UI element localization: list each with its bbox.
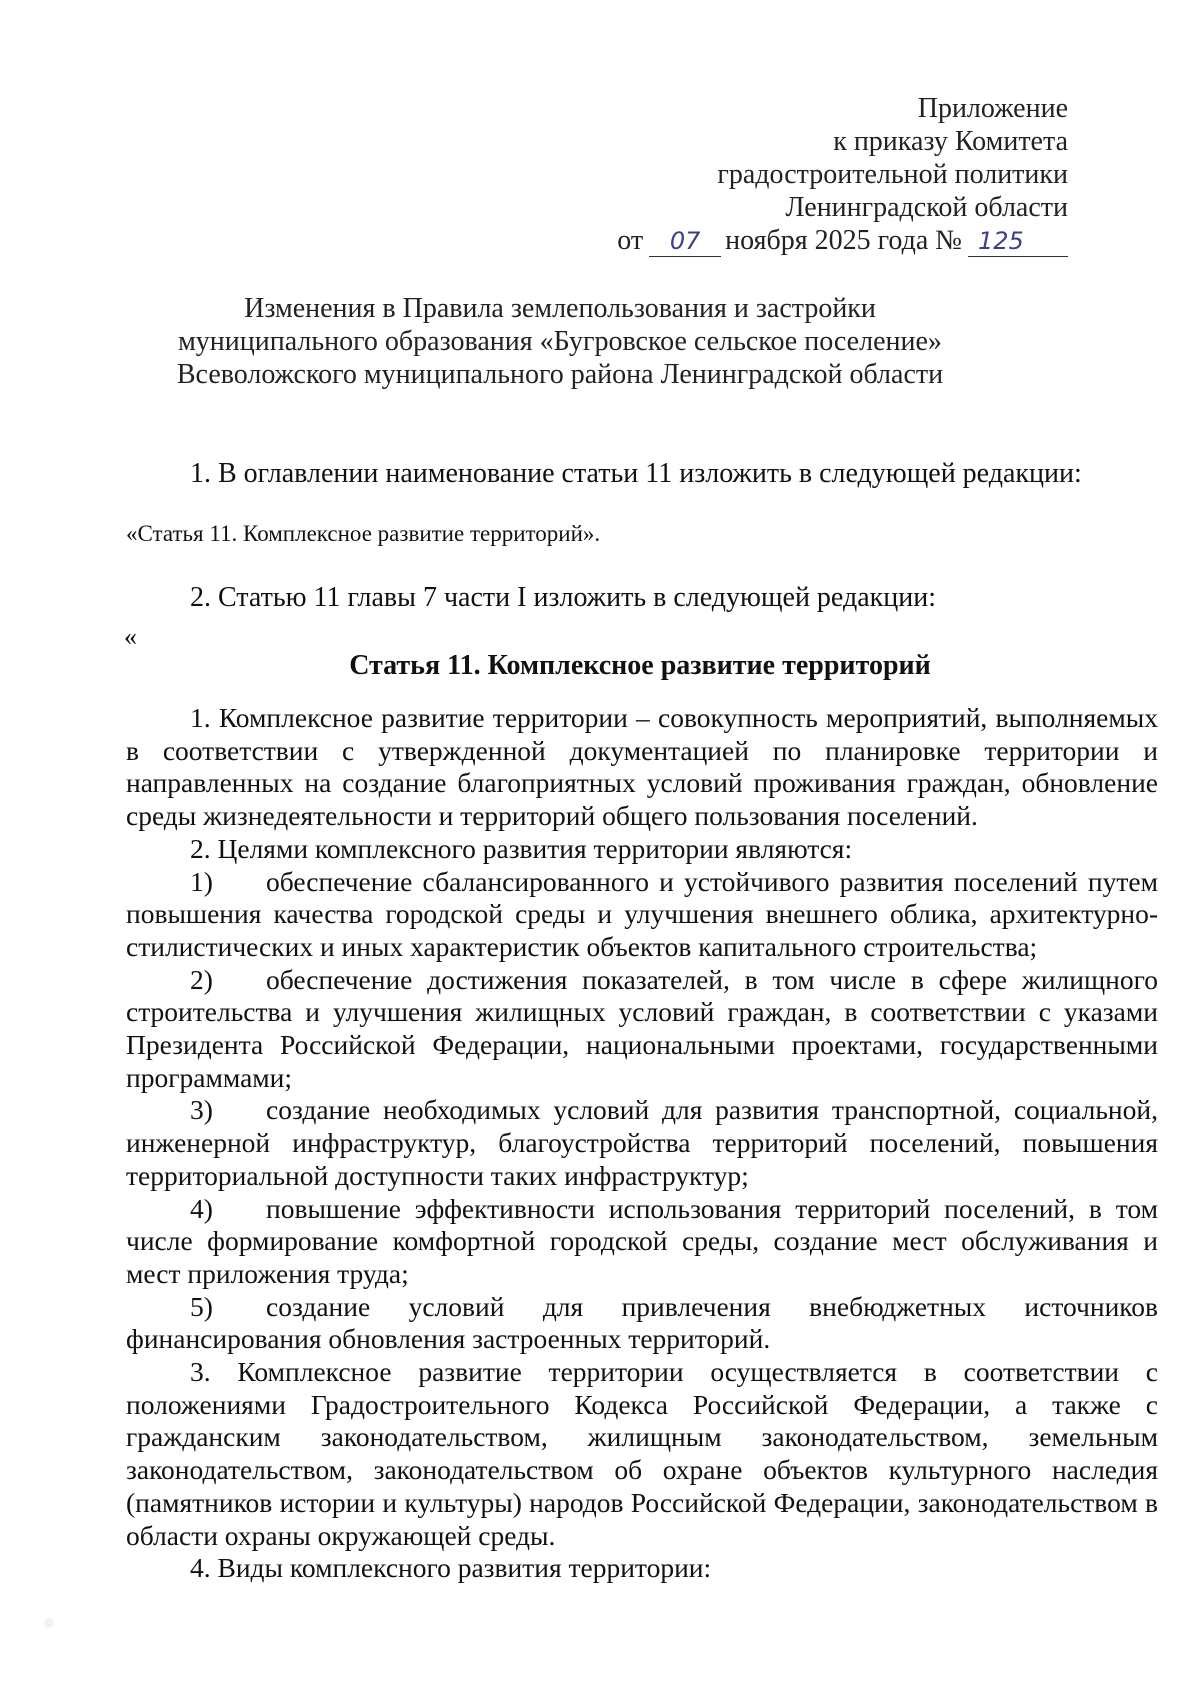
subitem-text: повышение эффективности использования территорий поселений, в том числе формирование комфортной городской среды, создание мест обслуживания и мест приложения труда;	[126, 1192, 1158, 1289]
subitem-number: 1)	[190, 865, 213, 897]
amendment-item-1-text: «Статья 11. Комплексное развитие территорий».	[126, 521, 601, 546]
subitem-5	[126, 1291, 1158, 1356]
paragraph-1: 1. Комплексное развитие территории – совокупность мероприятий, выполняемых в соответствии с утвержденной документацией по планировке территории и направленных на создание благоприятных условий проживания граждан, обновление среды жизнедеятельности и территорий общего пользования поселений.	[126, 702, 1158, 832]
document-title	[40, 292, 1080, 391]
paragraph-2: 2. Целями комплексного развития территории являются:	[190, 832, 853, 864]
subitem-text: обеспечение сбалансированного и устойчивого развития поселений путем повышения качества городской среды и улучшения внешнего облика, архитектурно-стилистических и иных характеристик объектов капитального строительства;	[126, 865, 1158, 962]
order-number-handwritten: 125	[968, 226, 1068, 257]
paragraph-4: 4. Виды комплексного развития территории:	[190, 1552, 712, 1584]
subitem-number: 5)	[190, 1290, 213, 1322]
scan-speck	[44, 1618, 54, 1628]
subitem-3	[126, 1094, 1158, 1192]
date-middle: ноября 2025 года №	[725, 225, 962, 256]
subitem-4	[126, 1193, 1158, 1291]
subitem-number: 4)	[190, 1192, 213, 1224]
title-line-1: Изменения в Правила землепользования и застройки	[244, 293, 876, 324]
appendix-line-3: градостроительной политики	[717, 159, 1068, 190]
order-day-handwritten: 07	[649, 226, 721, 257]
subitem-text: обеспечение достижения показателей, в том числе в сфере жилищного строительства и улучшения жилищных условий граждан, в соответствии с указами Президента Российской Федерации, национальными проектами, государственными программами;	[126, 963, 1158, 1093]
opening-quote-mark: «	[124, 622, 137, 651]
appendix-line-2: к приказу Комитета	[833, 126, 1068, 157]
title-line-3: Всеволожского муниципального района Ленинградской области	[176, 359, 944, 390]
subitem-number: 3)	[190, 1094, 213, 1126]
subitem-number: 2)	[190, 963, 213, 995]
appendix-line-1: Приложение	[917, 93, 1068, 124]
subitem-text: создание необходимых условий для развития транспортной, социальной, инженерной инфраструктур, благоустройства территорий поселений, повышения территориальной доступности таких инфраструктур;	[126, 1094, 1158, 1191]
title-line-2: муниципального образования «Бугровское сельское поселение»	[178, 326, 942, 357]
article-heading: Статья 11. Комплексное развитие территорий	[349, 650, 931, 681]
subitem-text: создание условий для привлечения внебюджетных источников финансирования обновления застроенных территорий.	[126, 1290, 1158, 1355]
paragraph-3: 3. Комплексное развитие территории осуществляется в соответствии с положениями Градостроительного Кодекса Российской Федерации, а также с гражданским законодательством, жилищным законодательством, земельным законодательством, законодательством об охране объектов культурного наследия (памятников истории и культуры) народов Российской Федерации, законодательством в области охраны окружающей среды.	[126, 1356, 1158, 1551]
date-prefix: от	[617, 225, 644, 256]
amendment-item-1: 1. В оглавлении наименование статьи 11 изложить в следующей редакции:	[190, 458, 1082, 489]
article-body	[126, 702, 1158, 1585]
appendix-line-4: Ленинградской области	[785, 192, 1068, 223]
order-date-line	[617, 224, 1068, 257]
subitem-2	[126, 964, 1158, 1095]
appendix-block	[617, 92, 1068, 257]
amendment-item-2: 2. Статью 11 главы 7 части I изложить в следующей редакции:	[190, 582, 936, 613]
subitem-1	[126, 866, 1158, 964]
